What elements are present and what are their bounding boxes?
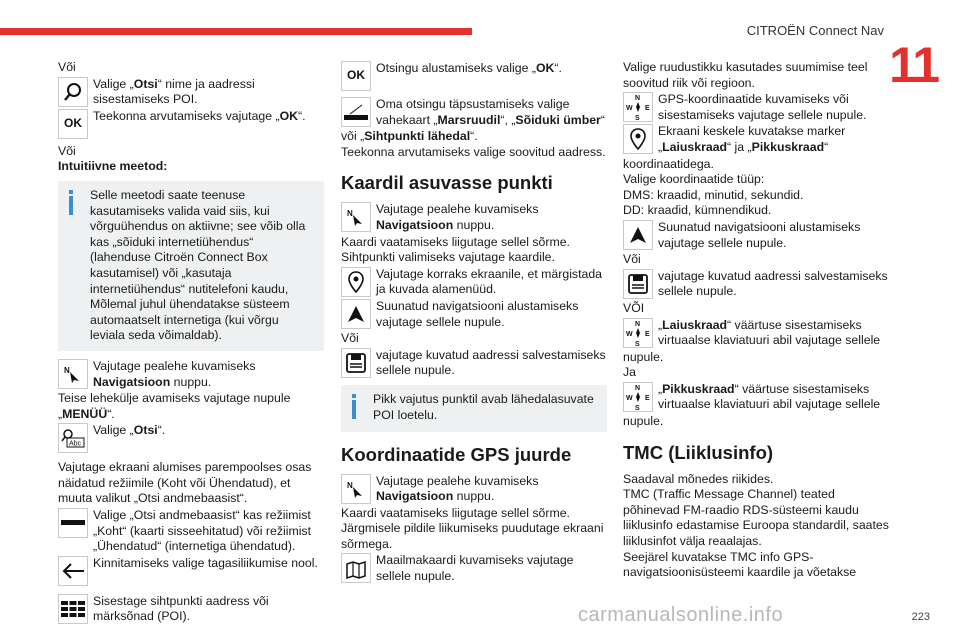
compass-icon [623, 318, 653, 348]
svg-text:E: E [645, 394, 650, 402]
text-line: nupule. [623, 414, 664, 429]
instruction-text: Maailmakaardi kuvamiseks vajutage sellele nupule. [376, 553, 574, 584]
instruction-row [341, 474, 607, 505]
instruction-row [623, 318, 889, 349]
text-line: TMC (Traffic Message Channel) teated põhinevad FM-raadio RDS-süsteemi kaudu liiklusinfo edastamise Euroopa standardil, saates liiklusinfot välja reaalajas. [623, 487, 889, 549]
instruction-row [58, 423, 324, 453]
svg-text:S: S [635, 340, 640, 347]
instruction-row [58, 77, 324, 108]
instruction-text: Valige „Otsi“. [93, 423, 166, 438]
instruction-text: GPS-koordinaatide kuvamiseks või sisestamiseks vajutage sellele nupule. [658, 92, 867, 122]
text-line: Valige koordinaatide tüüp: [623, 172, 765, 187]
toggle-icon [341, 97, 371, 127]
instruction-row [341, 202, 607, 233]
instruction-text: Suunatud navigatsiooni alustamiseks vajutage sellele nupule. [376, 298, 579, 329]
svg-text:N: N [635, 320, 641, 328]
text-line: Ja [623, 365, 636, 380]
text-line: Seejärel kuvatakse TMC info GPS-navigatsioonisüsteemi kaardile ja võetakse [623, 549, 857, 580]
instruction-row [623, 220, 889, 251]
svg-text:W: W [626, 330, 633, 338]
instruction-row [623, 124, 889, 155]
compass-icon [623, 92, 653, 122]
instruction-text: Otsingu alustamiseks valige „OK“. [376, 61, 562, 75]
instruction-row [58, 508, 324, 555]
svg-text:N: N [347, 209, 353, 219]
navigation-icon [341, 474, 371, 504]
column-1 [58, 60, 324, 626]
section-heading: TMC (Liiklusinfo) [623, 441, 774, 463]
instruction-row [341, 267, 607, 298]
text-line: või „Sihtpunkti lähedal“. [341, 129, 478, 144]
svg-text:N: N [635, 95, 641, 103]
svg-text:N: N [347, 480, 353, 490]
instruction-text: Ekraani keskele kuvatakse marker „Laiuskraad“ ja „Pikkuskraad“ [658, 124, 846, 154]
compass-icon [623, 382, 653, 412]
instruction-text: Sisestage sihtpunkti aadress või märksõnad (POI). [93, 593, 269, 624]
svg-text:S: S [635, 115, 640, 122]
instruction-text: „Pikkuskraad“ väärtuse sisestamiseks virtuaalse klaviatuuri abil vajutage sellele [658, 381, 881, 412]
instruction-text: Vajutage pealehe kuvamiseks Navigatsioon nuppu. [93, 358, 256, 389]
svg-text:N: N [64, 365, 70, 375]
column-3 [623, 60, 889, 581]
svg-text:Abc: Abc [69, 440, 82, 448]
instruction-text: Vajutage pealehe kuvamiseks Navigatsioon nuppu. [376, 473, 539, 504]
section-heading: Kaardil asuvasse punkti [341, 172, 553, 194]
instruction-row [623, 382, 889, 413]
instruction-row [58, 109, 324, 139]
column-2 [341, 60, 607, 586]
text-line: Järgmisele pildile liikumiseks puudutage ekraani sõrmega. [341, 521, 604, 551]
instruction-row [341, 348, 607, 379]
instruction-row [341, 553, 607, 584]
svg-text:E: E [645, 330, 650, 338]
note-text: Pikk vajutus punktil avab lähedalasuvate POI loetelu. [373, 391, 594, 422]
info-icon [64, 188, 82, 344]
text-line: Saadaval mõnedes riikides. [623, 471, 774, 486]
instruction-text: Vajutage korraks ekraanile, et märgistada ja kuvada alamenüüd. [376, 266, 603, 297]
instruction-text: „Laiuskraad“ väärtuse sisestamiseks virtuaalse klaviatuuri abil vajutage sellele [658, 317, 881, 348]
back-arrow-icon [58, 556, 88, 586]
instruction-text: Oma otsingu täpsustamiseks valige vahekaart „Marsruudil“, „Sõiduki ümber“ [376, 97, 605, 127]
grid-icon [58, 594, 88, 624]
text-line: nupule. [623, 349, 664, 364]
svg-text:E: E [645, 105, 650, 113]
location-pin-icon [623, 124, 653, 154]
chapter-number: 11 [889, 37, 938, 93]
instruction-text: Kinnitamiseks valige tagasiliikumise nool. [93, 555, 318, 570]
text-line: Kaardi vaatamiseks liigutage sellel sõrme. [341, 505, 570, 520]
ok-icon: OK [341, 61, 371, 91]
info-note [58, 181, 324, 351]
keyboard-abc-icon [58, 423, 88, 453]
text-line: Vajutage ekraani alumises parempoolses osas näidatud režiimile (Koht või Ühendatud), et muuta valikut „Otsi andmebaasist“. [58, 460, 312, 506]
instruction-row [623, 92, 889, 123]
ok-icon: OK [58, 109, 88, 139]
text-line: Kaardi vaatamiseks liigutage sellel sõrme. [341, 234, 570, 249]
toggle-icon [58, 508, 88, 538]
text-line: DD: kraadid, kümnendikud. [623, 203, 772, 218]
instruction-text: vajutage kuvatud aadressi salvestamiseks sellele nupule. [658, 268, 888, 299]
instruction-row [341, 97, 607, 128]
instruction-text: Suunatud navigatsiooni alustamiseks vajutage sellele nupule. [658, 219, 861, 250]
section-heading: Koordinaatide GPS juurde [341, 443, 572, 465]
text-line: Või [58, 143, 76, 158]
instruction-text: Valige „Otsi“ nime ja aadressi sisestamiseks POI. [93, 76, 255, 107]
text-line: Teekonna arvutamiseks valige soovitud aadress. [341, 144, 606, 159]
text-line: Sihtpunkti valimiseks vajutage kaardile. [341, 250, 555, 265]
search-icon [58, 77, 88, 107]
note-text: Selle meetodi saate teenuse kasutamiseks valida vaid siis, kui võrguühendus on aktiivne; see võib olla kas „sõiduki internetiühendus“ (lahenduse Citroën Connect Box kasutamisel) või „kasutaja internetiühendus“ nutitelefoni kaudu, Mõlemal juhul ühendatakse süsteem automaatselt internetiga (kui võrgu leviala seda võimaldab). [90, 187, 306, 343]
instruction-text: Vajutage pealehe kuvamiseks Navigatsioon nuppu. [376, 202, 539, 232]
top-accent-bar [0, 28, 472, 35]
text-line: Teise lehekülje avamiseks vajutage nupule „MENÜÜ“. [58, 391, 291, 421]
text-line: Või [623, 252, 641, 267]
text-line: Või [341, 331, 359, 346]
page-number: 223 [911, 611, 930, 623]
instruction-row [623, 269, 889, 300]
watermark: carmanualsonline.info [578, 604, 784, 626]
svg-text:N: N [635, 384, 641, 392]
map-icon [341, 553, 371, 583]
text-line: koordinaatidega. [623, 156, 714, 171]
subheading: Intuitiivne meetod: [58, 159, 168, 174]
save-icon [623, 269, 653, 299]
text-line: DMS: kraadid, minutid, sekundid. [623, 187, 804, 202]
instruction-text: vajutage kuvatud aadressi salvestamiseks sellele nupule. [376, 347, 606, 378]
navigation-icon [58, 359, 88, 389]
instruction-row [58, 556, 324, 586]
save-icon [341, 348, 371, 378]
navigate-arrow-icon [623, 220, 653, 250]
instruction-row [341, 61, 607, 91]
info-note [341, 385, 607, 432]
text-line: Valige ruudustikku kasutades suumimise teel soovitud riik või regioon. [623, 60, 868, 90]
info-icon [347, 392, 365, 425]
navigate-arrow-icon [341, 299, 371, 329]
svg-text:W: W [626, 105, 633, 113]
instruction-row [58, 359, 324, 390]
instruction-row [341, 299, 607, 330]
text-line: VÕI [623, 300, 645, 315]
svg-text:W: W [626, 394, 633, 402]
instruction-text: Valige „Otsi andmebaasist“ kas režiimist „Koht“ (kaarti sisseehitatud) või režiimist „Ühendatud“ (internetiga ühendatud). [93, 508, 311, 554]
svg-text:S: S [635, 404, 640, 411]
instruction-text: Teekonna arvutamiseks vajutage „OK“. [93, 108, 306, 123]
location-pin-icon [341, 267, 371, 297]
header-title: CITROËN Connect Nav [746, 23, 884, 38]
instruction-row [58, 594, 324, 625]
navigation-icon [341, 202, 371, 232]
text-line: Või [58, 60, 76, 74]
